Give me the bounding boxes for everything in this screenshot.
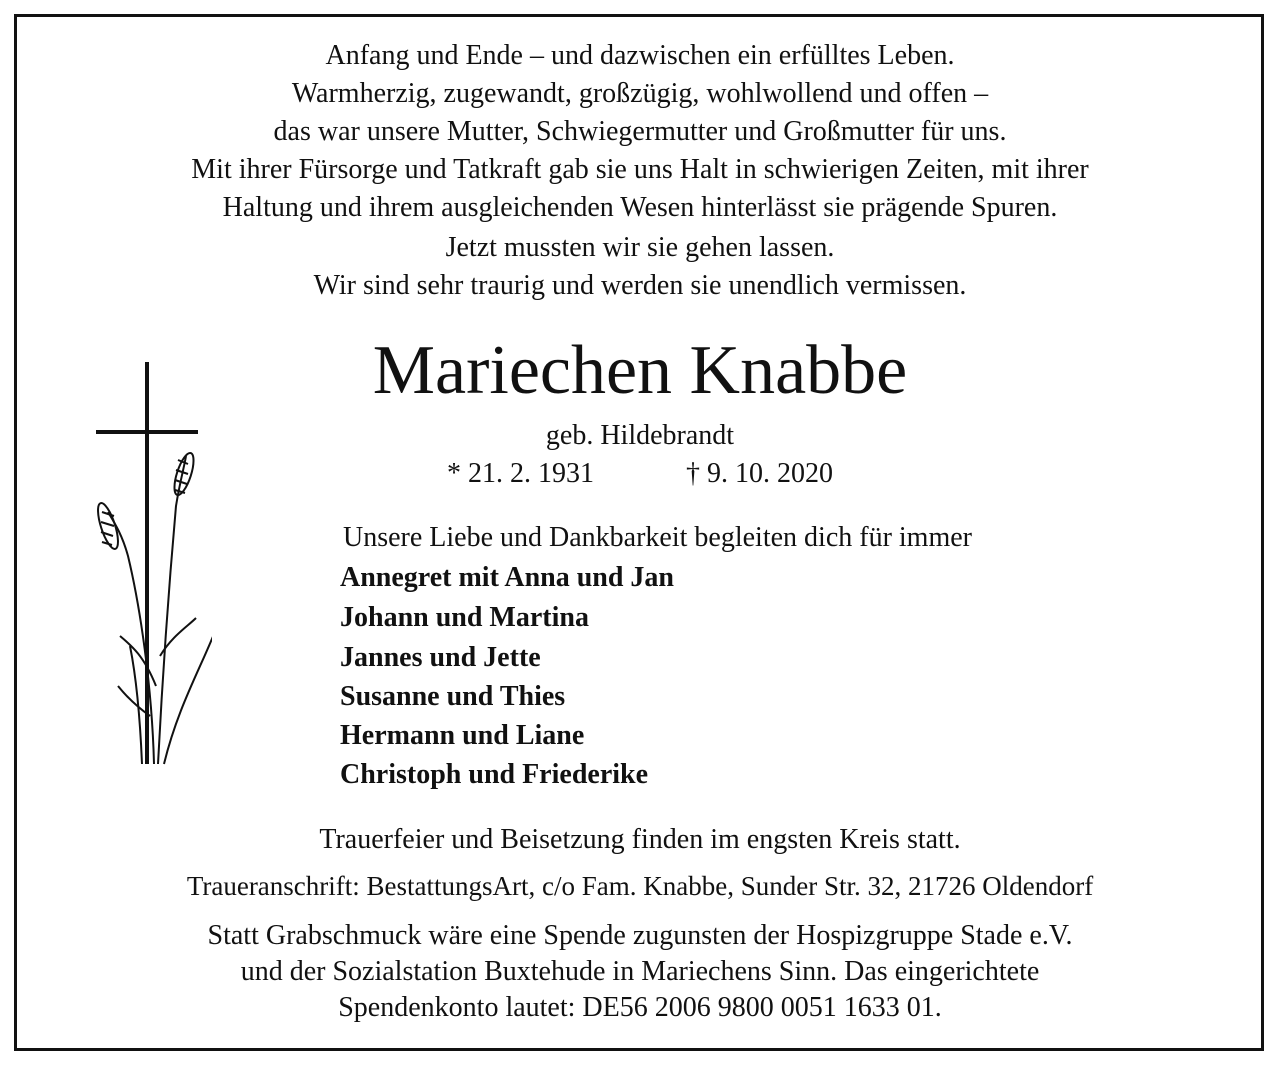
funeral-note: Trauerfeier und Beisetzung finden im engsten Kreis statt. (319, 824, 961, 855)
family-member-2: Johann und Martina (340, 602, 589, 633)
donation-line-1: Statt Grabschmuck wäre eine Spende zugunsten der Hospizgruppe Stade e.V. (207, 920, 1073, 951)
family-member-6: Christoph und Friederike (340, 759, 649, 790)
poem-line-4: Mit ihrer Fürsorge und Tatkraft gab sie uns Halt in schwierigen Zeiten, mit ihrer (191, 154, 1089, 185)
birth-date: * 21. 2. 1931 (447, 458, 594, 489)
poem-line-3: das war unsere Mutter, Schwiegermutter und Großmutter für uns. (273, 116, 1007, 147)
birth-name: geb. Hildebrandt (545, 420, 735, 451)
poem-line-2: Warmherzig, zugewandt, großzügig, wohlwollend und offen – (291, 78, 989, 109)
poem-line-6: Jetzt mussten wir sie gehen lassen. (445, 232, 835, 263)
family-member-3: Jannes und Jette (340, 642, 541, 673)
poem-line-1: Anfang und Ende – und dazwischen ein erfülltes Leben. (325, 40, 955, 71)
death-date: † 9. 10. 2020 (686, 458, 833, 489)
poem-line-5: Haltung und ihrem ausgleichenden Wesen hinterlässt sie prägende Spuren. (222, 192, 1058, 223)
donation-line-2: und der Sozialstation Buxtehude in Mariechens Sinn. Das eingerichtete (240, 956, 1040, 987)
dedication: Unsere Liebe und Dankbarkeit begleiten dich für immer (343, 522, 972, 553)
mourning-address: Traueranschrift: BestattungsArt, c/o Fam. Knabbe, Sunder Str. 32, 21726 Oldendorf (186, 871, 1094, 901)
family-member-1: Annegret mit Anna und Jan (340, 562, 675, 593)
cross-with-wheat-icon (92, 356, 212, 768)
family-member-4: Susanne und Thies (340, 681, 566, 712)
poem-line-7: Wir sind sehr traurig und werden sie unendlich vermissen. (313, 270, 967, 301)
donation-line-3: Spendenkonto lautet: DE56 2006 9800 0051 1633 01. (338, 992, 942, 1023)
deceased-name: Mariechen Knabbe (372, 332, 908, 409)
family-member-5: Hermann und Liane (340, 720, 585, 751)
wheat-icon (94, 451, 212, 764)
